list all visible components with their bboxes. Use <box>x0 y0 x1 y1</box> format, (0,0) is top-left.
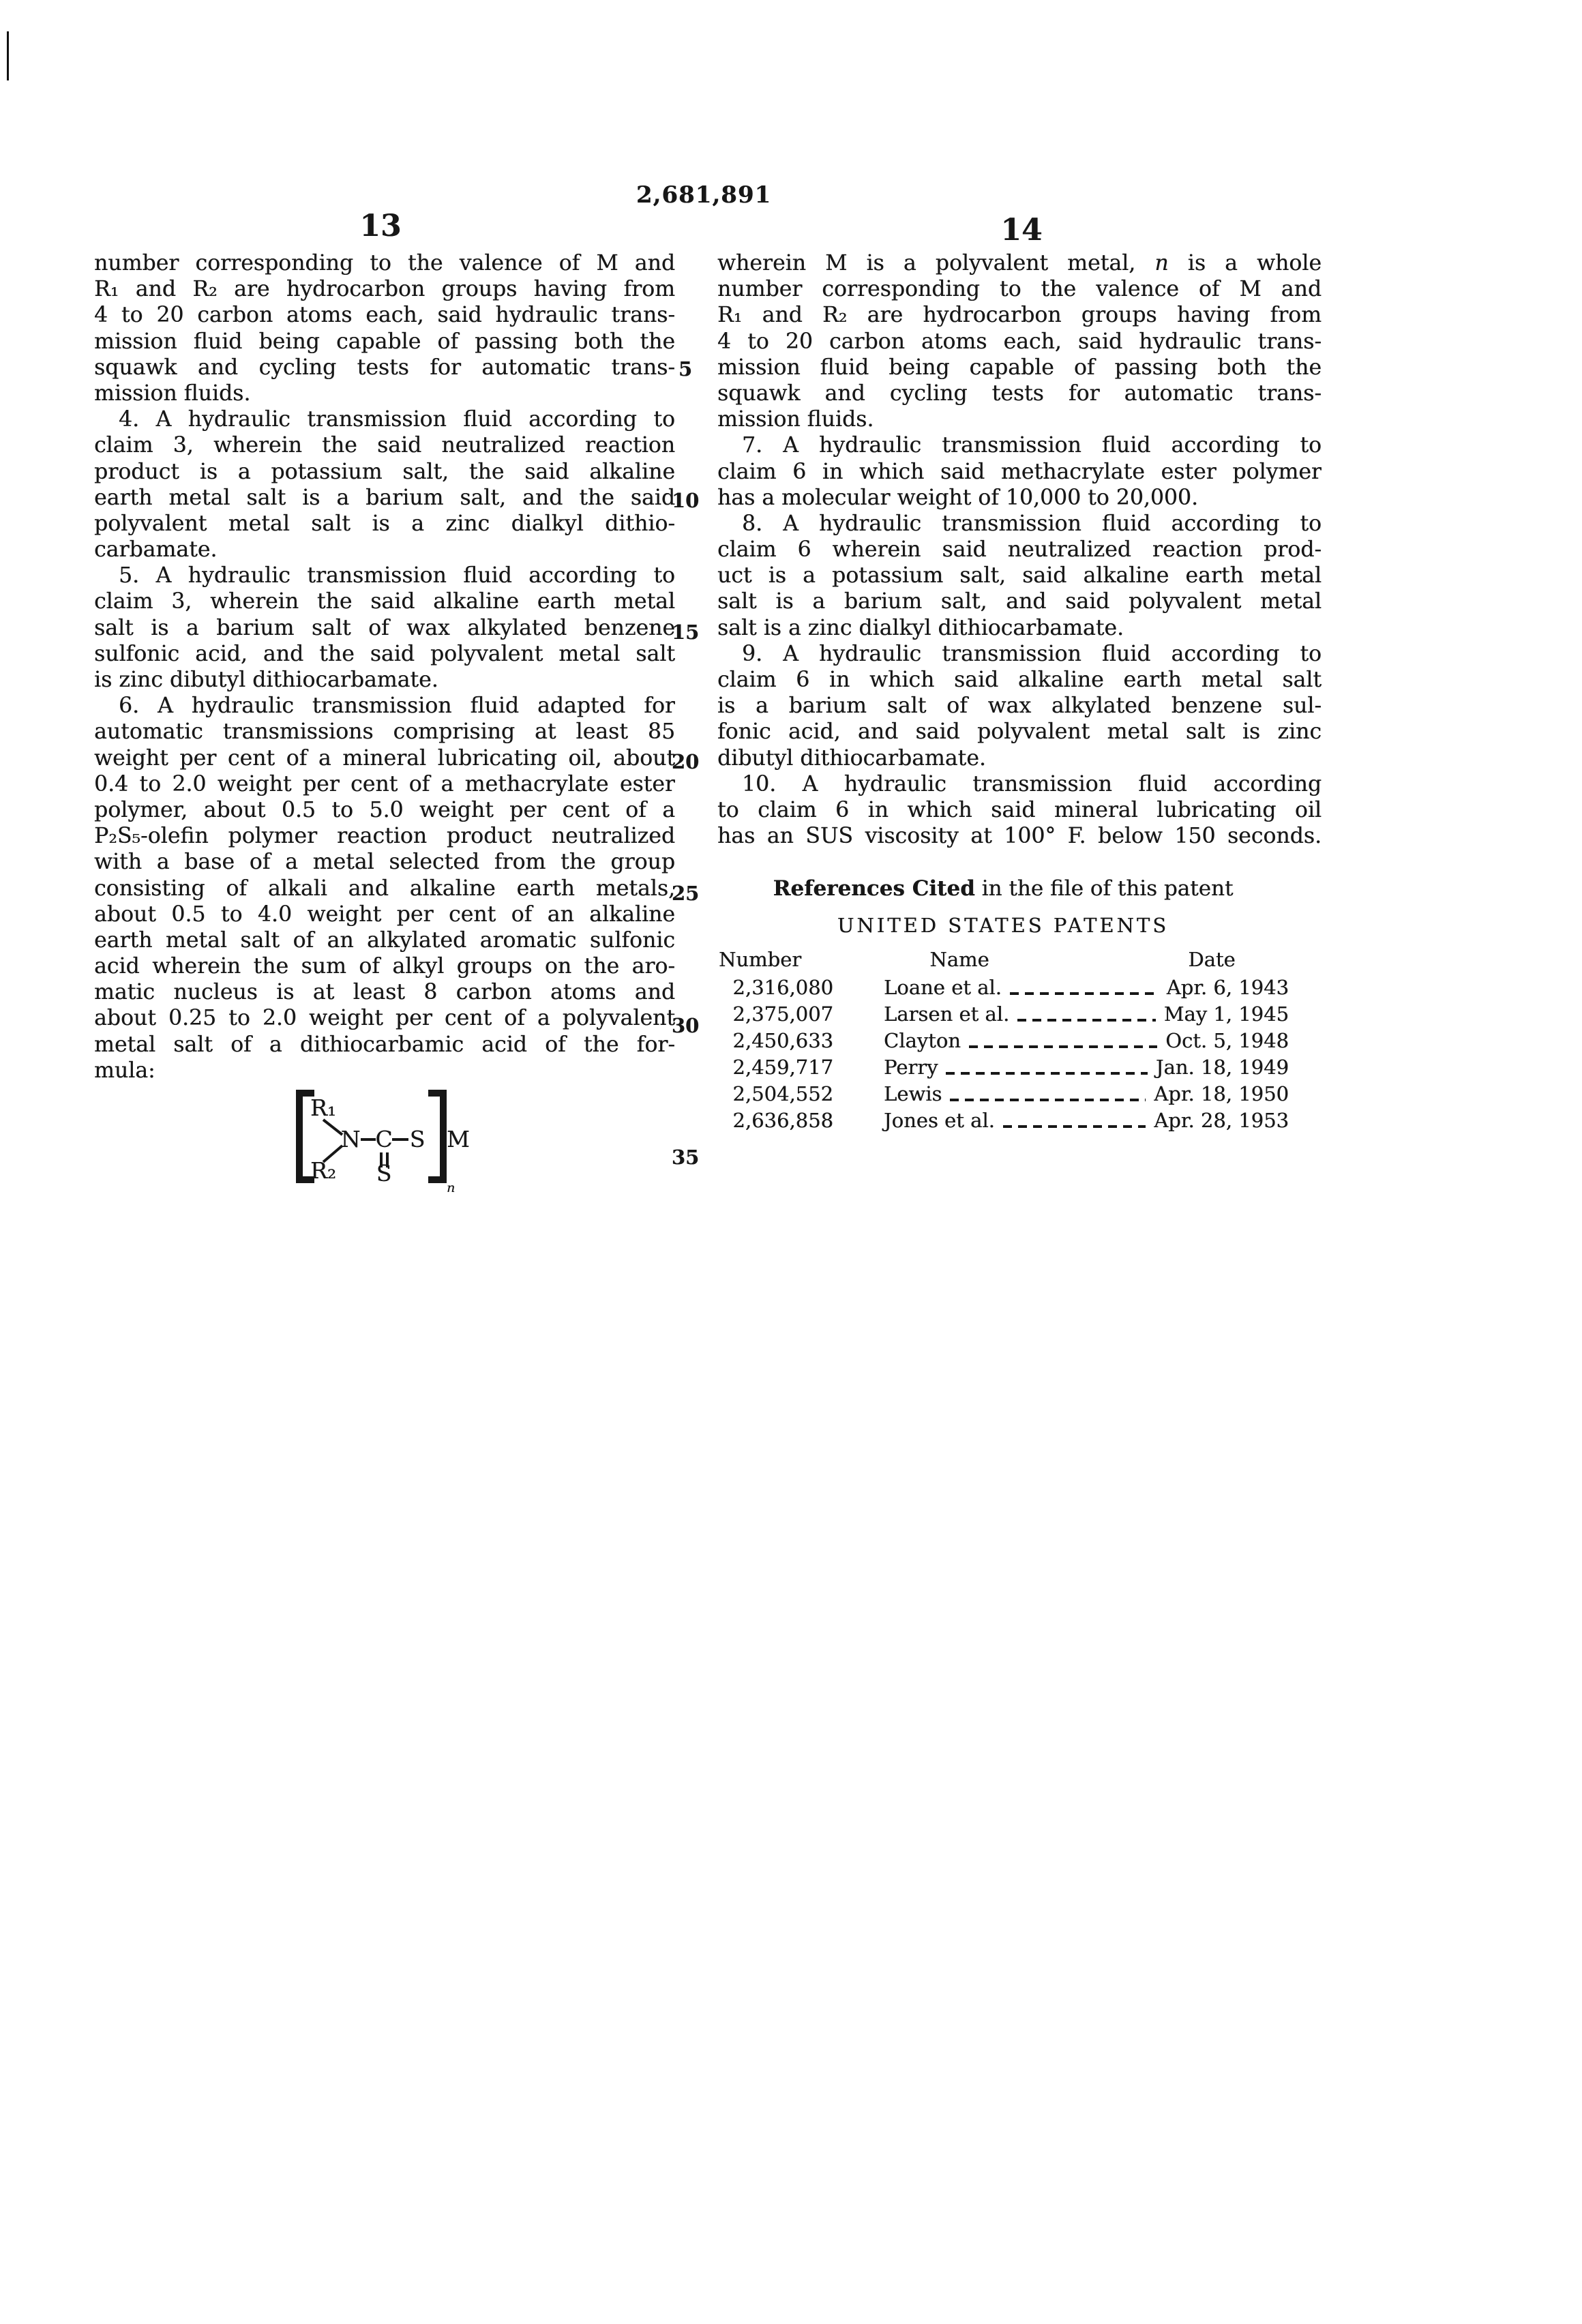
claim-text-line: is zinc dibutyl dithiocarbamate. <box>94 668 438 692</box>
line-text: wherein M is a polyvalent metal, <box>717 251 1155 275</box>
claim-text-line: earth metal salt of an alkylated aromatic sulfonic <box>94 927 675 953</box>
formula-s-bottom: S <box>376 1160 392 1187</box>
claim-text-line: claim 6 wherein said neutralized reaction prod- <box>717 537 1322 563</box>
claim-text-line: carbamate. <box>94 537 218 563</box>
claim-10-start: 10. A hydraulic transmission fluid according <box>742 771 1322 796</box>
leader-dashes <box>1010 992 1159 995</box>
dithiocarbamate-formula <box>280 1086 477 1208</box>
formula-subscript-n: n <box>447 1180 456 1195</box>
formula-r2: R₂ <box>310 1157 337 1184</box>
claim-text-line: 0.4 to 2.0 weight per cent of a methacrylate ester <box>94 771 675 796</box>
references-heading-rest: in the file of this patent <box>974 876 1234 901</box>
line-number-35: 35 <box>671 1146 700 1169</box>
claim-text-line: acid wherein the sum of alkyl groups on the aro- <box>94 954 675 979</box>
claim-5-start: 5. A hydraulic transmission fluid according to <box>119 563 675 589</box>
line-number-10: 10 <box>671 489 700 512</box>
right-bracket <box>428 1093 443 1180</box>
claim-text-line: number corresponding to the valence of M and <box>717 277 1322 302</box>
variable-n: n <box>1154 251 1169 275</box>
ref-date: Apr. 28, 1953 <box>1154 1109 1289 1132</box>
claim-text-line: fonic acid, and said polyvalent metal salt is zinc <box>717 719 1322 745</box>
claim-text-line: squawk and cycling tests for automatic trans- <box>717 381 1322 406</box>
us-patents-subheading: UNITED STATES PATENTS <box>837 914 1169 937</box>
right-column <box>717 250 1322 849</box>
claim-text-line: matic nucleus is at least 8 carbon atoms and <box>94 980 675 1005</box>
claim-text-line: claim 3, wherein the said neutralized reaction <box>94 433 675 458</box>
leader-dashes <box>1017 1019 1156 1022</box>
claim-text-line: salt is a barium salt of wax alkylated benzene <box>94 615 675 640</box>
ref-name: Larsen et al. <box>884 1002 1010 1026</box>
claim-text-line: is a barium salt of wax alkylated benzene sul- <box>717 694 1322 719</box>
references-table-header <box>717 948 1289 974</box>
scan-edge-artifact <box>7 31 9 80</box>
line-number-15: 15 <box>671 621 700 644</box>
ref-number: 2,504,552 <box>732 1082 833 1105</box>
claim-text-line: number corresponding to the valence of M and <box>94 251 675 275</box>
references-heading <box>717 876 1289 901</box>
formula-r1: R₁ <box>310 1094 337 1121</box>
claim-text-line: dibutyl dithiocarbamate. <box>717 745 986 771</box>
patent-number: 2,681,891 <box>636 181 772 209</box>
claim-text-line: salt is a barium salt, and said polyvalent metal <box>717 589 1322 614</box>
column-header-name: Name <box>929 948 989 971</box>
leader-dashes <box>969 1045 1157 1048</box>
leader-dashes <box>1003 1125 1146 1128</box>
claim-text-line: salt is a zinc dialkyl dithiocarbamate. <box>717 615 1124 640</box>
claim-text-line: earth metal salt is a barium salt, and the said <box>94 485 675 510</box>
ref-number: 2,636,858 <box>732 1109 833 1132</box>
claim-8-start: 8. A hydraulic transmission fluid according to <box>742 511 1322 536</box>
left-column <box>94 250 675 1084</box>
ref-date: May 1, 1945 <box>1163 1002 1289 1026</box>
column-header-date: Date <box>1188 948 1236 971</box>
ref-name: Loane et al. <box>884 976 1002 999</box>
line-number-30: 30 <box>671 1014 700 1037</box>
claim-text-line: mission fluid being capable of passing both the <box>94 329 675 354</box>
bond-r1-n <box>323 1120 342 1135</box>
claim-text-line: mission fluid being capable of passing both the <box>717 355 1322 380</box>
leader-dashes <box>946 1072 1147 1075</box>
claim-6-start: 6. A hydraulic transmission fluid adapted for <box>119 694 675 719</box>
claim-text-line: claim 6 in which said alkaline earth metal salt <box>717 668 1322 692</box>
line-number-25: 25 <box>671 882 700 905</box>
claim-text-line: uct is a potassium salt, said alkaline earth metal <box>717 563 1322 589</box>
claim-text-line: claim 6 in which said methacrylate ester polymer <box>717 459 1322 484</box>
ref-name: Jones et al. <box>884 1109 995 1132</box>
claim-text-line: claim 3, wherein the said alkaline earth metal <box>94 589 675 614</box>
references-table <box>717 974 1289 1134</box>
claim-text-line: mission fluids. <box>717 407 874 432</box>
ref-number: 2,375,007 <box>732 1002 833 1026</box>
claim-text-line: squawk and cycling tests for automatic trans- <box>94 355 675 380</box>
claim-text-line: to claim 6 in which said mineral lubricating oil <box>717 797 1322 822</box>
claim-text-line: automatic transmissions comprising at least 85 <box>94 719 675 745</box>
claim-text-line: R₁ and R₂ are hydrocarbon groups having from <box>717 303 1322 328</box>
line-number-5: 5 <box>678 357 693 381</box>
table-row <box>717 1107 1289 1134</box>
formula-c: C <box>375 1126 393 1152</box>
ref-date: Apr. 6, 1943 <box>1166 976 1289 999</box>
ref-date: Jan. 18, 1949 <box>1155 1056 1289 1079</box>
ref-number: 2,316,080 <box>732 976 833 999</box>
table-row <box>717 1054 1289 1081</box>
ref-date: Apr. 18, 1950 <box>1154 1082 1289 1105</box>
column-13-page-number: 13 <box>359 209 402 243</box>
claim-text-line: sulfonic acid, and the said polyvalent metal salt <box>94 641 675 666</box>
claim-text-line: 4 to 20 carbon atoms each, said hydraulic trans- <box>94 303 675 328</box>
ref-name: Clayton <box>884 1029 961 1052</box>
claim-text-line: has a molecular weight of 10,000 to 20,000. <box>717 485 1198 510</box>
claim-text-line: has an SUS viscosity at 100° F. below 150 seconds. <box>717 824 1322 849</box>
references-heading-bold: References Cited <box>773 876 975 901</box>
claim-text-line: 4 to 20 carbon atoms each, said hydraulic trans- <box>717 329 1322 354</box>
formula-m: M <box>447 1126 470 1152</box>
formula-n: N <box>340 1126 361 1152</box>
claim-text-line: metal salt of a dithiocarbamic acid of the for- <box>94 1032 675 1057</box>
table-row <box>717 1028 1289 1054</box>
claim-text-line: about 0.5 to 4.0 weight per cent of an alkaline <box>94 902 675 927</box>
claim-text-line: product is a potassium salt, the said alkaline <box>94 459 675 484</box>
column-header-number: Number <box>719 948 802 971</box>
ref-name: Lewis <box>884 1082 942 1105</box>
line-text: is a whole <box>1168 251 1322 275</box>
claim-text-line: polymer, about 0.5 to 5.0 weight per cent of a <box>94 797 675 822</box>
claim-text-line: about 0.25 to 2.0 weight per cent of a polyvalent <box>94 1006 675 1031</box>
claim-9-start: 9. A hydraulic transmission fluid according to <box>742 641 1322 666</box>
claim-text-line: mula: <box>94 1058 155 1083</box>
claim-text-line: R₁ and R₂ are hydrocarbon groups having from <box>94 277 675 302</box>
claim-text-line: with a base of a metal selected from the group <box>94 850 675 875</box>
ref-date: Oct. 5, 1948 <box>1165 1029 1289 1052</box>
claim-text-line: P₂S₅-olefin polymer reaction product neutralized <box>94 824 675 849</box>
leader-dashes <box>950 1099 1146 1101</box>
ref-number: 2,450,633 <box>732 1029 833 1052</box>
ref-name: Perry <box>884 1056 938 1079</box>
table-row <box>717 1081 1289 1107</box>
formula-s: S <box>409 1126 426 1152</box>
claim-text-line <box>717 250 1322 276</box>
claim-text-line: weight per cent of a mineral lubricating oil, about <box>94 745 675 771</box>
table-row <box>717 974 1289 1001</box>
claim-7-start: 7. A hydraulic transmission fluid according to <box>742 433 1322 458</box>
claim-text-line: consisting of alkali and alkaline earth metals, <box>94 876 675 901</box>
claim-text-line: polyvalent metal salt is a zinc dialkyl dithio- <box>94 511 675 536</box>
column-14-page-number: 14 <box>1000 213 1043 248</box>
claim-4-start: 4. A hydraulic transmission fluid according to <box>119 407 675 432</box>
ref-number: 2,459,717 <box>732 1056 833 1079</box>
line-number-20: 20 <box>671 750 700 773</box>
table-row <box>717 1001 1289 1028</box>
claim-text-line: mission fluids. <box>94 381 251 406</box>
